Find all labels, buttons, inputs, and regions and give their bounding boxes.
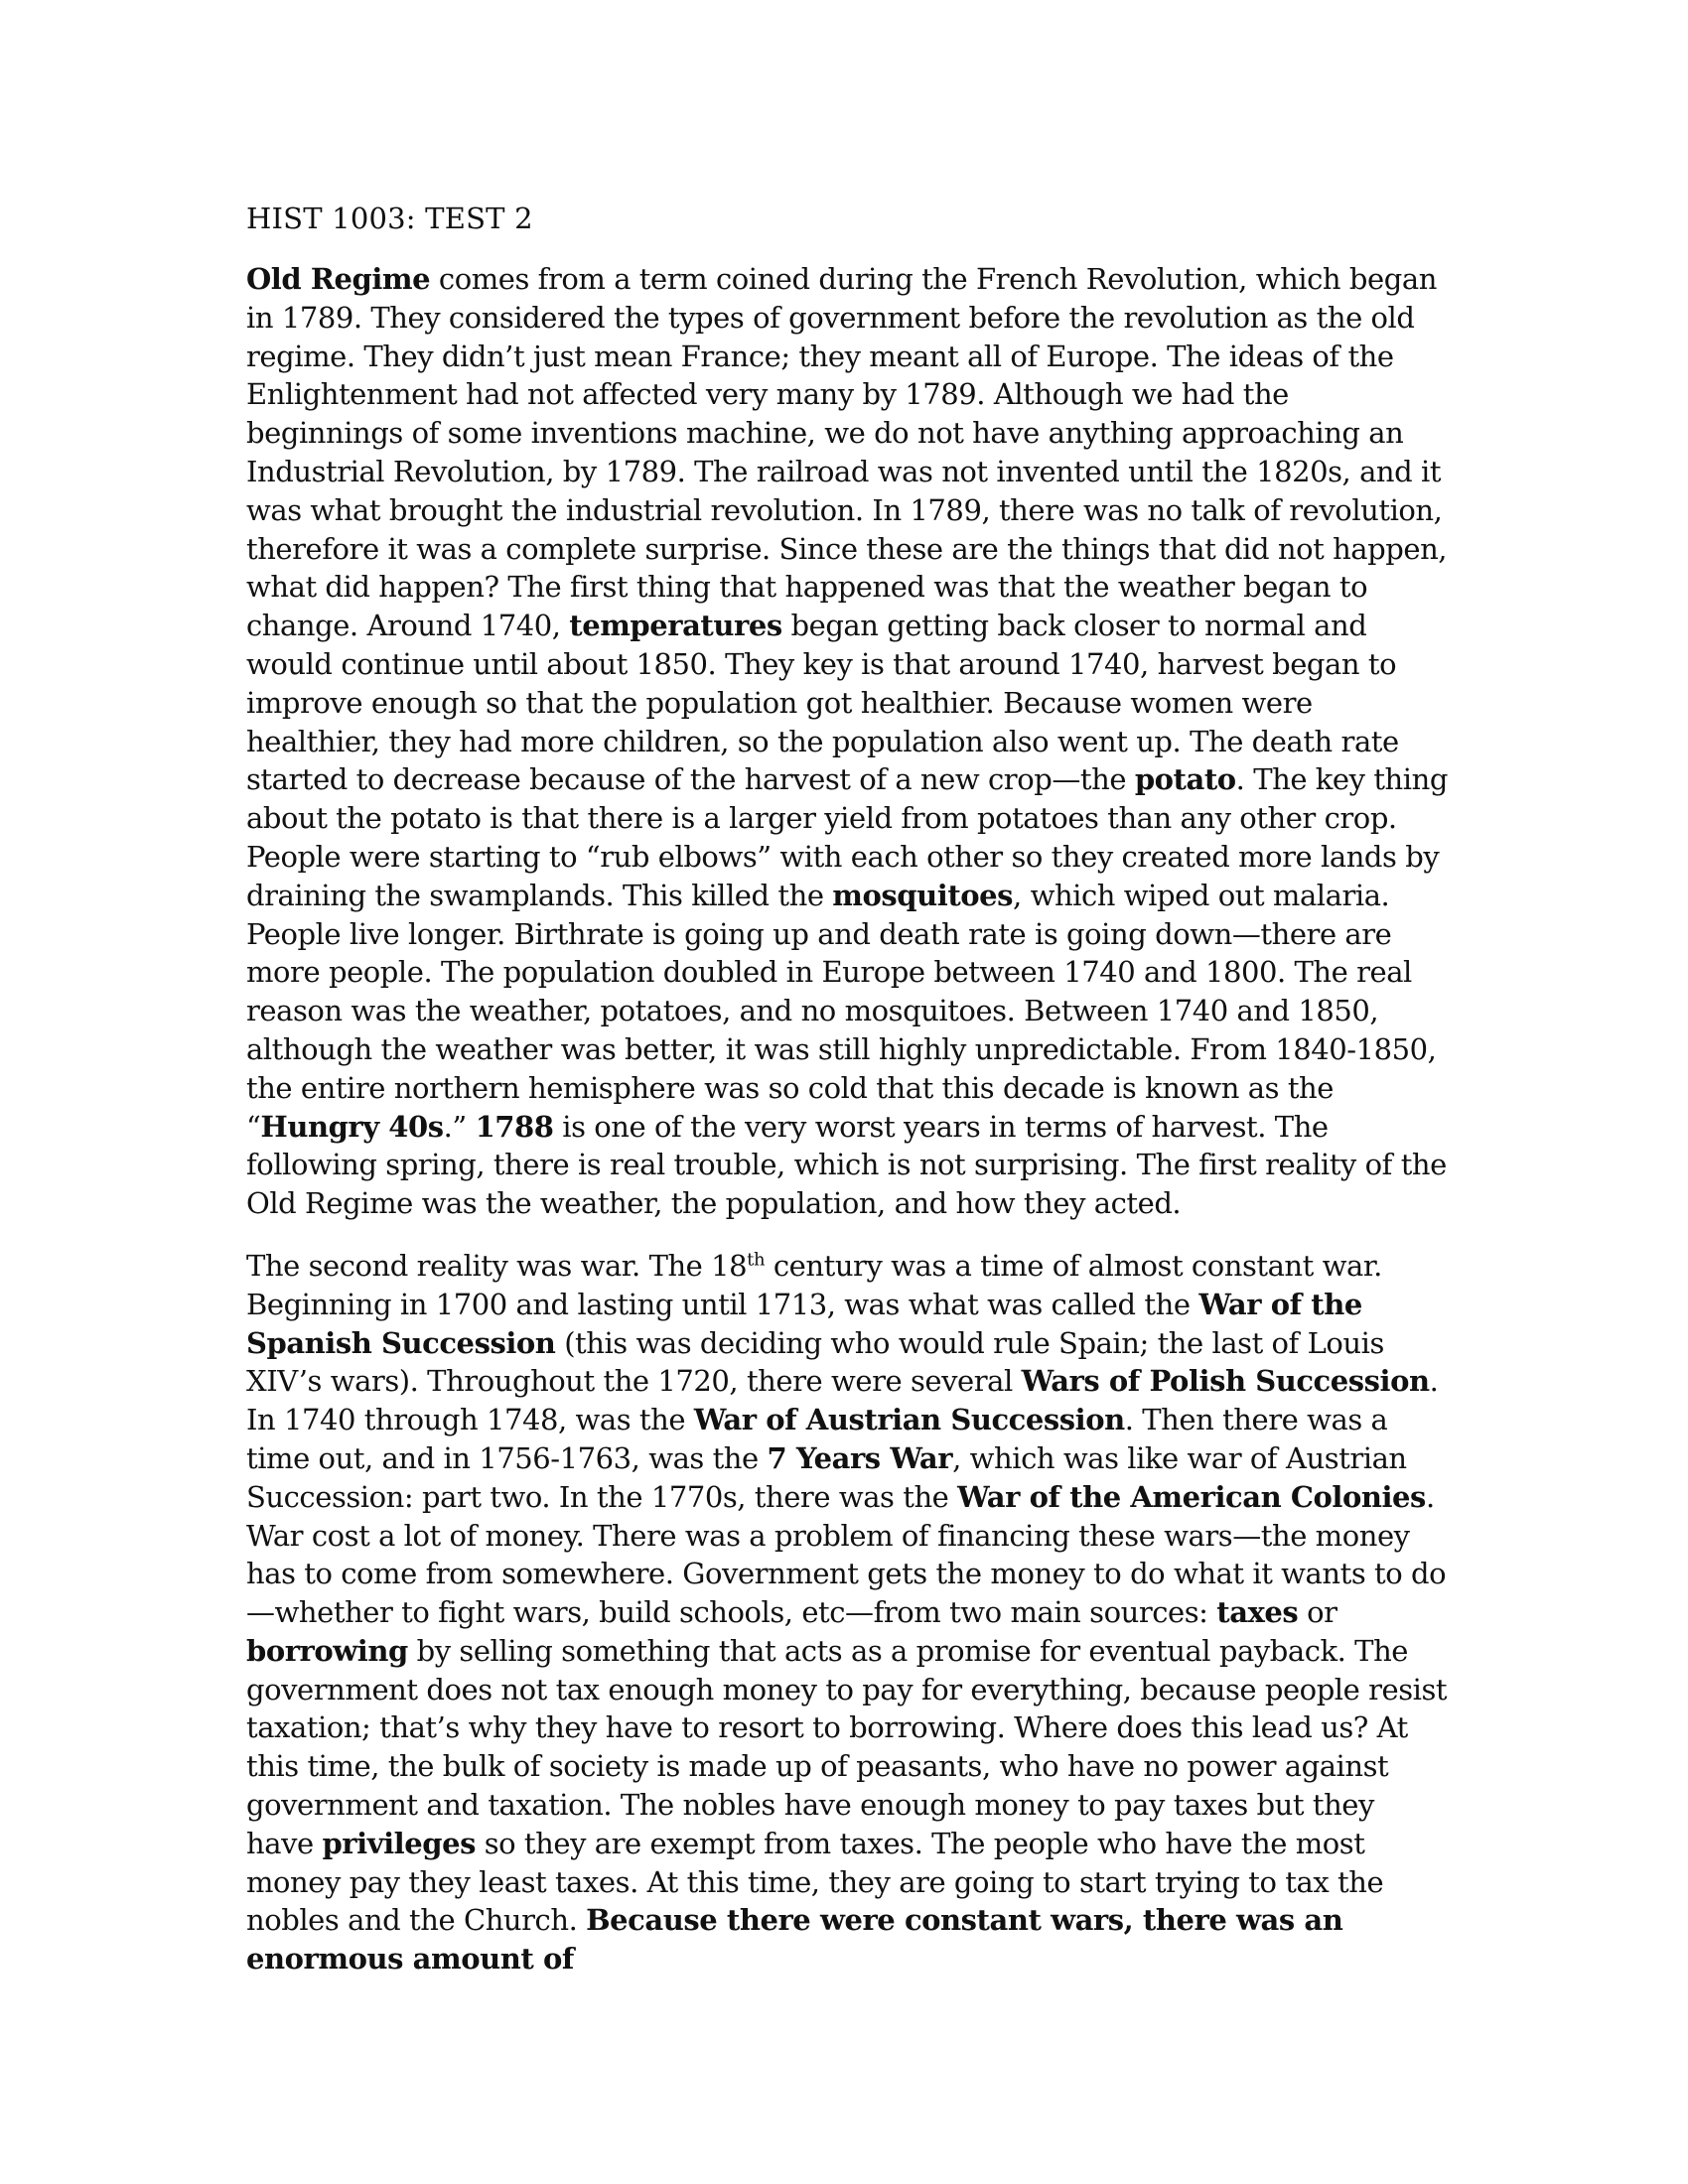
document-page <box>246 199 1448 2002</box>
bold-term: potato <box>1134 762 1236 797</box>
bold-term: Old Regime <box>246 262 431 296</box>
bold-term: temperatures <box>569 609 782 643</box>
bold-term: War of the American Colonies <box>957 1479 1426 1514</box>
bold-term: Wars of Polish Succession <box>1021 1364 1430 1399</box>
paragraph-war: The second reality was war. The 18th century was a time of almost constant war. Beginning in 1700 and lasting until 1713, was what was called the War of the Spanish Succession (this was deciding who would rule Spain; the last of Louis XIV’s wars). Throughout the 1720, there were several Wars of Polish Succession. In 1740 through 1748, was the War of Austrian Succession. Then there was a time out, and in 1756-1763, was the 7 Years War, which was like war of Austrian Succession: part two. In the 1770s, there was the War of the American Colonies. War cost a lot of money. There was a problem of financing these wars—the money has to come from somewhere. Government gets the money to do what it wants to do—whether to fight wars, build schools, etc—from two main sources: taxes or borrowing by selling something that acts as a promise for eventual payback. The government does not tax enough money to pay for everything, because people resist taxation; that’s why they have to resort to borrowing. Where does this lead us? At this time, the bulk of society is made up of peasants, who have no power against government and taxation. The nobles have enough money to pay taxes but they have privileges so they are exempt from taxes. The people who have the most money pay they least taxes. At this time, they are going to start trying to tax the nobles and the Church. Because there were constant wars, there was an enormous amount of <box>246 1248 1448 1977</box>
bold-term: mosquitoes <box>832 878 1014 912</box>
bold-term: taxes <box>1216 1595 1299 1630</box>
superscript: th <box>747 1249 766 1271</box>
bold-term: borrowing <box>246 1633 408 1668</box>
bold-term: War of Austrian Succession <box>693 1403 1125 1437</box>
bold-term: 7 Years War <box>767 1440 953 1475</box>
bold-term: War of the Spanish Succession <box>246 1287 1362 1360</box>
bold-term: Because there were constant wars, there was an enormous amount of <box>246 1903 1343 1977</box>
document-title: HIST 1003: TEST 2 <box>246 202 533 235</box>
paragraph-old-regime: Old Regime comes from a term coined during the French Revolution, which began in 1789. They considered the types of government before the revolution as the old regime. They didn’t just mean France; they meant all of Europe. The ideas of the Enlightenment had not affected very many by 1789. Although we had the beginnings of some inventions machine, we do not have anything approaching an Industrial Revolution, by 1789. The railroad was not invented until the 1820s, and it was what brought the industrial revolution. In 1789, there was no talk of revolution, therefore it was a complete surprise. Since these are the things that did not happen, what did happen? The first thing that happened was that the weather began to change. Around 1740, temperatures began getting back closer to normal and would continue until about 1850. They key is that around 1740, harvest began to improve enough so that the population got healthier. Because women were healthier, they had more children, so the population also went up. The death rate started to decrease because of the harvest of a new crop—the potato. The key thing about the potato is that there is a larger yield from potatoes than any other crop. People were starting to “rub elbows” with each other so they created more lands by draining the swamplands. This killed the mosquitoes, which wiped out malaria. People live longer. Birthrate is going up and death rate is going down—there are more people. The population doubled in Europe between 1740 and 1800. The real reason was the weather, potatoes, and no mosquitoes. Between 1740 and 1850, although the weather was better, it was still highly unpredictable. From 1840-1850, the entire northern hemisphere was so cold that this decade is known as the “Hungry 40s.” 1788 is one of the very worst years in terms of harvest. The following spring, there is real trouble, which is not surprising. The first reality of the Old Regime was the weather, the population, and how they acted. <box>246 262 1448 1221</box>
bold-term: Hungry 40s <box>260 1109 444 1144</box>
bold-term: 1788 <box>475 1109 554 1144</box>
bold-term: privileges <box>322 1826 476 1860</box>
